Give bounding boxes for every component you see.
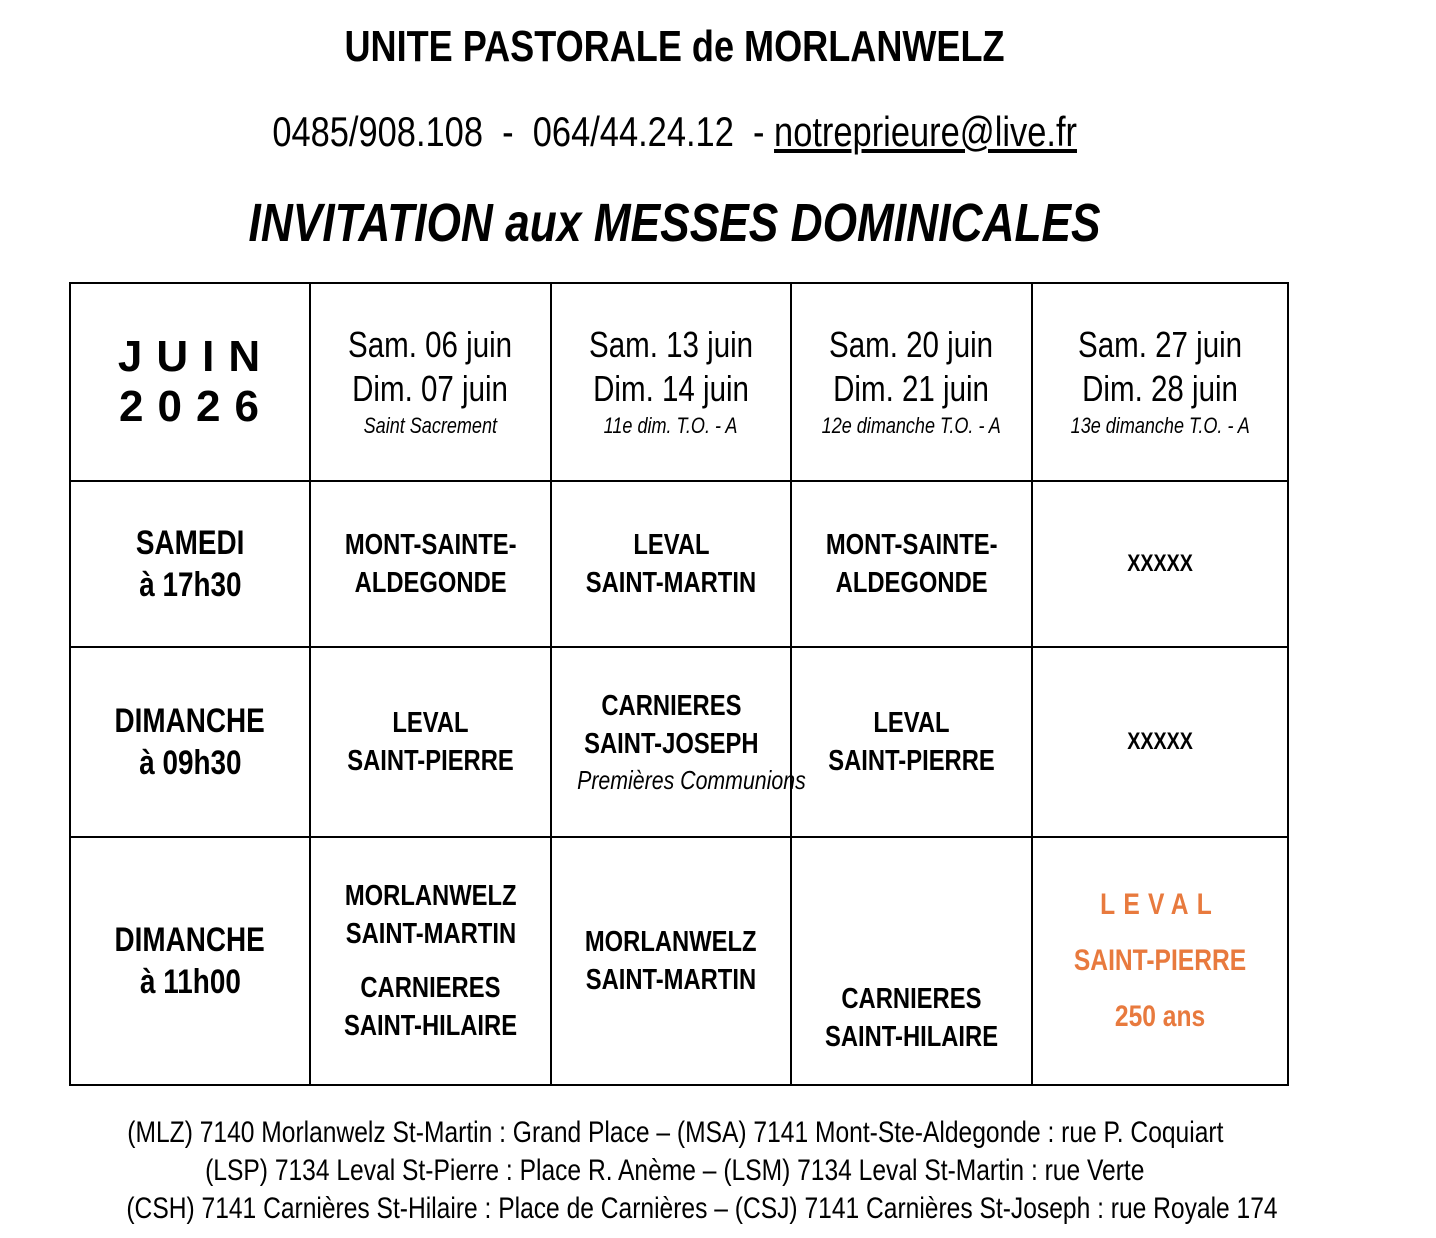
page-subtitle bbox=[0, 192, 1350, 254]
email-link[interactable]: notreprieure@live.fr bbox=[774, 108, 1078, 155]
location-cell bbox=[791, 481, 1032, 647]
church-name: CARNIERES bbox=[841, 983, 982, 1015]
title-text: UNITE PASTORALE de MORLANWELZ bbox=[344, 22, 1006, 71]
church-name: ALDEGONDE bbox=[354, 567, 507, 599]
contact-line bbox=[0, 108, 1350, 156]
liturgical-feast: Saint Sacrement bbox=[363, 413, 498, 438]
location-cell bbox=[551, 481, 791, 647]
time-label: à 09h30 bbox=[138, 744, 242, 782]
separator: - bbox=[753, 108, 765, 155]
liturgical-feast: 13e dimanche T.O. - A bbox=[1070, 413, 1250, 438]
sunday-date: Dim. 21 juin bbox=[833, 368, 990, 409]
church-name-highlight: LEVAL bbox=[1100, 888, 1220, 921]
church-name: SAINT-MARTIN bbox=[585, 567, 757, 599]
church-name: CARNIERES bbox=[600, 690, 742, 722]
phone-1: 0485/908.108 bbox=[272, 108, 484, 155]
church-name: CARNIERES bbox=[360, 972, 501, 1004]
saturday-date: Sam. 06 juin bbox=[348, 324, 513, 365]
addresses-block bbox=[0, 1114, 1350, 1228]
time-label: à 17h30 bbox=[138, 566, 242, 604]
church-name: LEVAL bbox=[873, 707, 950, 739]
time-label: à 11h00 bbox=[139, 963, 241, 1001]
event-note: Premières Communions bbox=[577, 765, 806, 795]
month-label: JUIN bbox=[117, 332, 275, 381]
liturgical-feast: 11e dim. T.O. - A bbox=[604, 413, 738, 438]
location-cell bbox=[551, 837, 791, 1085]
church-name: LEVAL bbox=[392, 707, 469, 739]
page-title bbox=[0, 22, 1350, 72]
church-name: MONT-SAINTE- bbox=[825, 529, 998, 561]
church-name: SAINT-MARTIN bbox=[345, 918, 516, 950]
church-name: MORLANWELZ bbox=[344, 880, 517, 912]
table-row-dimanche-0930 bbox=[70, 647, 1288, 837]
church-name: MORLANWELZ bbox=[585, 926, 757, 958]
church-name: SAINT-PIERRE bbox=[347, 745, 514, 777]
church-name: SAINT-HILAIRE bbox=[824, 1021, 999, 1053]
phone-2: 064/44.24.12 bbox=[533, 108, 735, 155]
location-cell bbox=[791, 837, 1032, 1085]
location-cell bbox=[791, 647, 1032, 837]
mass-schedule-table bbox=[69, 282, 1289, 1086]
subtitle-text: INVITATION aux MESSES DOMINICALES bbox=[248, 193, 1102, 253]
week-header-cell bbox=[551, 283, 791, 481]
sunday-date: Dim. 28 juin bbox=[1082, 368, 1238, 409]
table-row-dimanche-1100 bbox=[70, 837, 1288, 1085]
church-name: MONT-SAINTE- bbox=[344, 529, 517, 561]
location-cell bbox=[1032, 481, 1288, 647]
address-line: (CSH) 7141 Carnières St-Hilaire : Place de Carnières – (CSJ) 7141 Carnières St-Joseph : rue Royale 174 bbox=[126, 1192, 1278, 1225]
highlight-location-cell bbox=[1032, 837, 1288, 1085]
church-name: ALDEGONDE bbox=[835, 567, 988, 599]
church-name: SAINT-JOSEPH bbox=[583, 728, 759, 760]
location-cell bbox=[310, 837, 551, 1085]
day-label: DIMANCHE bbox=[114, 921, 266, 959]
liturgical-feast: 12e dimanche T.O. - A bbox=[821, 413, 1002, 438]
address-line: (LSP) 7134 Leval St-Pierre : Place R. Anème – (LSM) 7134 Leval St-Martin : rue Verte bbox=[205, 1154, 1145, 1187]
separator: - bbox=[502, 108, 514, 155]
month-cell bbox=[70, 283, 310, 481]
no-mass-placeholder: XXXXX bbox=[1127, 550, 1193, 577]
year-label: 2026 bbox=[119, 382, 273, 431]
row-label-cell bbox=[70, 837, 310, 1085]
week-header-cell bbox=[791, 283, 1032, 481]
location-cell bbox=[1032, 647, 1288, 837]
day-label: SAMEDI bbox=[135, 524, 245, 562]
saturday-date: Sam. 20 juin bbox=[829, 324, 994, 365]
week-header-cell bbox=[1032, 283, 1288, 481]
location-cell bbox=[310, 647, 551, 837]
table-row-samedi bbox=[70, 481, 1288, 647]
saturday-date: Sam. 27 juin bbox=[1077, 324, 1243, 365]
day-label: DIMANCHE bbox=[114, 702, 266, 740]
table-header-row bbox=[70, 283, 1288, 481]
sunday-date: Dim. 14 juin bbox=[593, 368, 749, 409]
row-label-cell bbox=[70, 647, 310, 837]
week-header-cell bbox=[310, 283, 551, 481]
location-cell bbox=[551, 647, 806, 837]
church-name: SAINT-MARTIN bbox=[585, 964, 757, 996]
row-label-cell bbox=[70, 481, 310, 647]
church-name: SAINT-PIERRE bbox=[828, 745, 995, 777]
sunday-date: Dim. 07 juin bbox=[352, 368, 509, 409]
church-name: SAINT-HILAIRE bbox=[343, 1010, 518, 1042]
saturday-date: Sam. 13 juin bbox=[588, 324, 754, 365]
anniversary-label: 250 ans bbox=[1114, 1000, 1206, 1033]
address-line: (MLZ) 7140 Morlanwelz St-Martin : Grand Place – (MSA) 7141 Mont-Ste-Aldegonde : rue P. Coquiart bbox=[126, 1116, 1224, 1149]
no-mass-placeholder: XXXXX bbox=[1127, 728, 1193, 755]
location-cell bbox=[310, 481, 551, 647]
church-name: LEVAL bbox=[632, 529, 710, 561]
church-name-highlight: SAINT-PIERRE bbox=[1073, 944, 1247, 977]
